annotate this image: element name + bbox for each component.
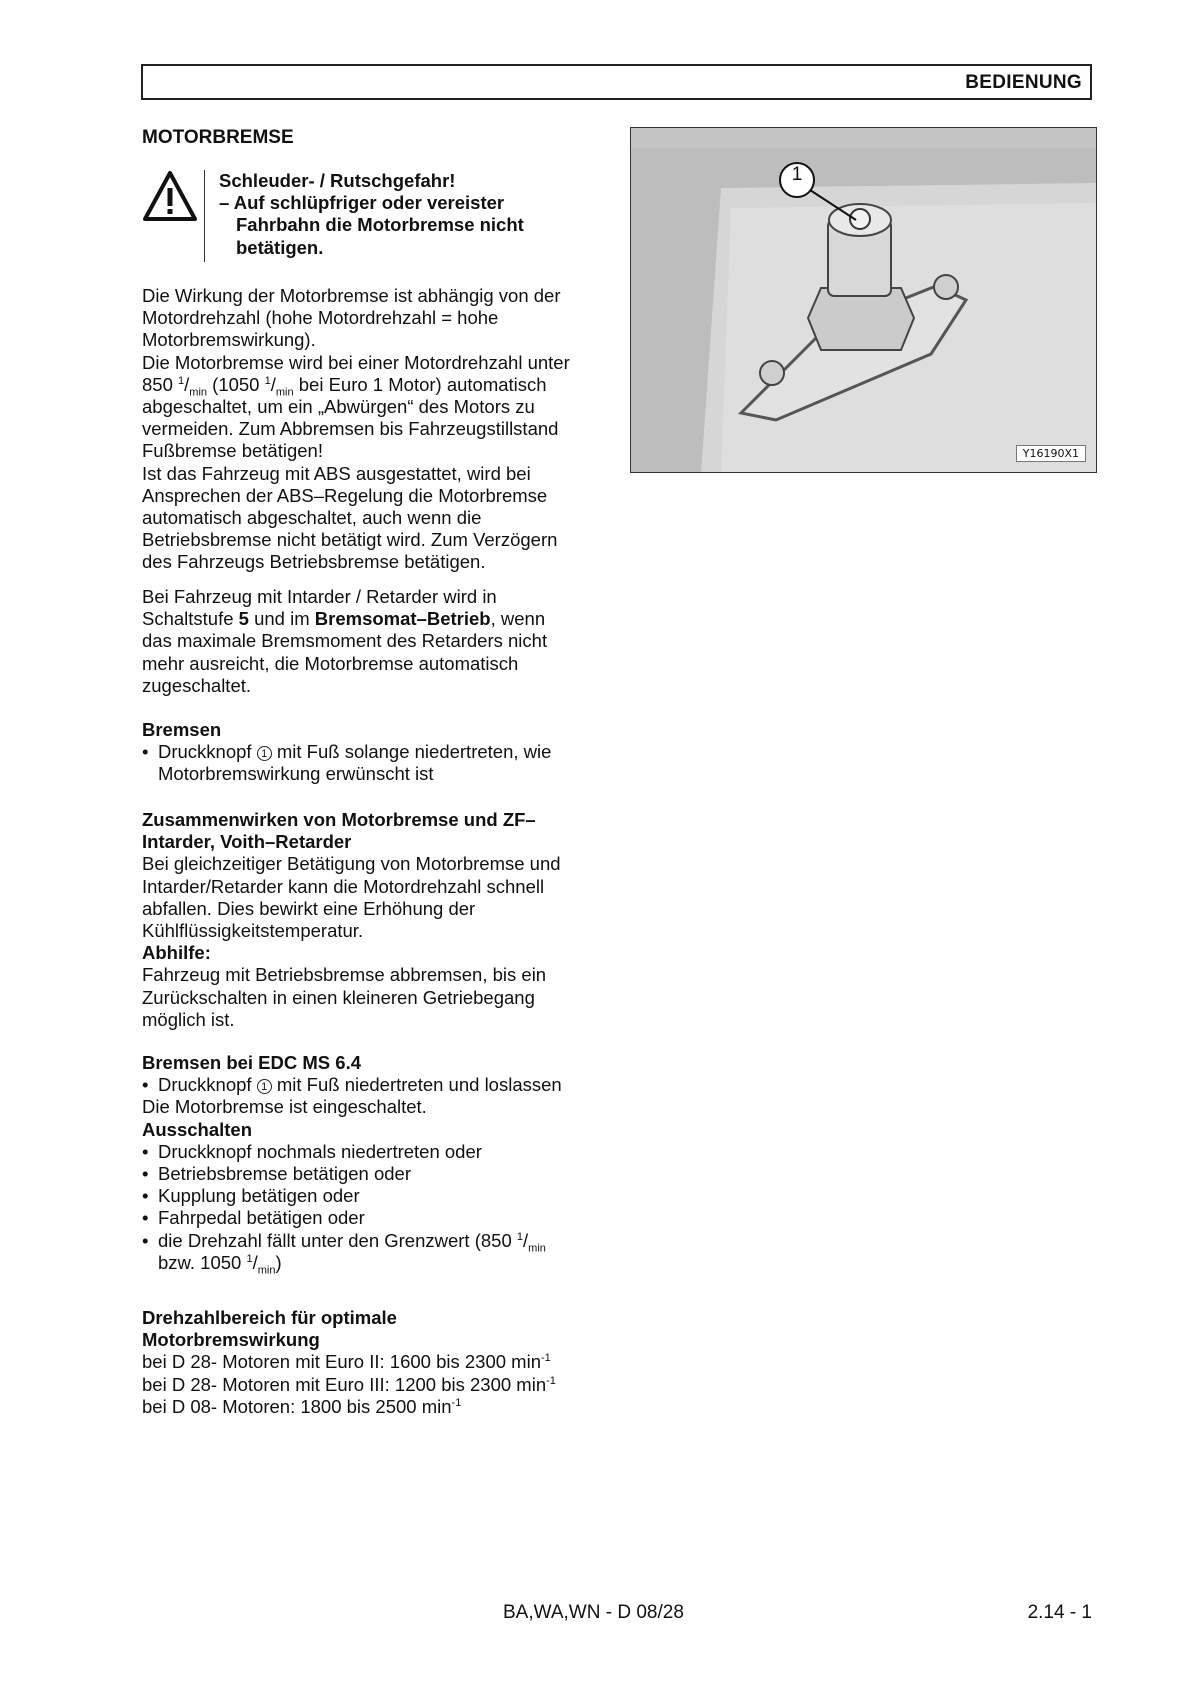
page-number: 2.14 - 1 — [1027, 1602, 1092, 1623]
text-line: abgeschaltet, um ein „Abwürgen“ des Motors zu — [142, 396, 535, 418]
text-line: Ansprechen der ABS–Regelung die Motorbremse — [142, 484, 548, 506]
warning-line: Schleuder- / Rutschgefahr! — [219, 170, 456, 191]
text-line: Die Motorbremse wird bei einer Motordrehzahl unter — [142, 351, 570, 373]
section-heading: Drehzahlbereich für optimale — [142, 1307, 397, 1328]
text-line: des Fahrzeugs Betriebsbremse betätigen. — [142, 551, 486, 573]
list-item: • Kupplung betätigen oder — [142, 1185, 622, 1207]
figure-callout: 1 — [791, 164, 803, 185]
section-title: MOTORBREMSE — [142, 127, 294, 148]
edc-section — [142, 1052, 622, 1277]
text-line: bei D 08- Motoren: 1800 bis 2500 $\min^{-1}$ — [142, 1395, 462, 1417]
text-line: bei D 28- Motoren mit Euro II: 1600 bis 2300 $\min^{-1}$ — [142, 1351, 551, 1373]
list-item: • die Drehzahl fällt unter den Grenzwert (850 $^1/_{min}$ bzw. 1050 $^1/_{min}$) — [142, 1230, 622, 1274]
section-heading: Motorbremswirkung — [142, 1329, 320, 1351]
list-item: • Druckknopf nochmals niedertreten oder — [142, 1141, 622, 1163]
list-item: • Druckknopf 1 mit Fuß niedertreten und loslassen — [142, 1074, 622, 1096]
text-line: Kühlflüssigkeitstemperatur. — [142, 920, 364, 942]
section-heading: Zusammenwirken von Motorbremse und ZF– — [142, 809, 536, 830]
text-line: Fahrzeug mit Betriebsbremse abbremsen, bis ein — [142, 964, 547, 986]
text-line: Betriebsbremse nicht betätigt wird. Zum Verzögern — [142, 529, 558, 551]
text-line: 850 $^1/_{min}$ (1050 $^1/_{min}$ bei Euro 1 Motor) automatisch — [142, 373, 547, 399]
footer-doc-id: BA,WA,WN - D 08/28 — [503, 1602, 684, 1623]
warning-divider — [204, 170, 205, 262]
text-line: Die Wirkung der Motorbremse ist abhängig von der — [142, 285, 561, 306]
drehzahl-section — [142, 1307, 622, 1418]
subheading: Abhilfe: — [142, 942, 211, 964]
warning-line: – Auf schlüpfriger oder vereister — [219, 192, 505, 214]
section-heading: Bremsen — [142, 719, 222, 740]
warning-line: betätigen. — [236, 236, 324, 258]
text-line: Ist das Fahrzeug mit ABS ausgestattet, wird bei — [142, 462, 531, 484]
warning-triangle-icon — [142, 170, 198, 222]
intro-paragraph — [142, 285, 622, 574]
text-line: mehr ausreicht, die Motorbremse automatisch — [142, 652, 519, 674]
text-line: bei D 28- Motoren mit Euro III: 1200 bis 2300 $\min^{-1}$ — [142, 1373, 556, 1395]
text-line: möglich ist. — [142, 1008, 235, 1030]
header-title: BEDIENUNG — [965, 72, 1082, 93]
bremsen-section — [142, 719, 622, 786]
text-line: Intarder/Retarder kann die Motordrehzahl schnell — [142, 875, 545, 897]
text-line: vermeiden. Zum Abbremsen bis Fahrzeugstillstand — [142, 418, 559, 440]
subheading: Ausschalten — [142, 1118, 253, 1140]
pedal-button-illustration — [631, 128, 1097, 473]
warning-line: Fahrbahn die Motorbremse nicht — [236, 214, 524, 236]
text-line: Bei Fahrzeug mit Intarder / Retarder wird in — [142, 586, 497, 607]
zusammenwirken-section — [142, 809, 622, 1031]
text-line: Schaltstufe 5 und im Bremsomat–Betrieb, wenn — [142, 608, 546, 630]
callout-1-icon: 1 — [257, 1079, 272, 1094]
text-line: Bei gleichzeitiger Betätigung von Motorbremse und — [142, 853, 561, 875]
text-line: zugeschaltet. — [142, 674, 252, 696]
list-item: • Fahrpedal betätigen oder — [142, 1207, 622, 1229]
text-line: Fußbremse betätigen! — [142, 440, 323, 462]
intarder-paragraph — [142, 586, 622, 697]
text-line: abfallen. Dies bewirkt eine Erhöhung der — [142, 897, 476, 919]
list-item: • Betriebsbremse betätigen oder — [142, 1163, 622, 1185]
warning-block — [142, 170, 622, 262]
list-item: • Druckknopf 1 mit Fuß solange niedertreten, wie Motorbremswirkung erwünscht ist — [142, 741, 622, 785]
section-heading: Intarder, Voith–Retarder — [142, 831, 352, 853]
section-heading: Bremsen bei EDC MS 6.4 — [142, 1052, 361, 1073]
text-line: Motordrehzahl (hohe Motordrehzahl = hohe — [142, 307, 499, 329]
text-line: automatisch abgeschaltet, auch wenn die — [142, 507, 482, 529]
warning-text — [219, 170, 524, 259]
text-line: das maximale Bremsmoment des Retarders nicht — [142, 630, 548, 652]
text-line: Zurückschalten in einen kleineren Getriebegang — [142, 986, 535, 1008]
callout-1-icon: 1 — [257, 746, 272, 761]
figure-code: Y16190X1 — [1016, 445, 1086, 462]
header-box — [141, 64, 1092, 100]
engine-brake-button-photo — [630, 127, 1097, 473]
text-line: Motorbremswirkung). — [142, 329, 316, 351]
text-line: Die Motorbremse ist eingeschaltet. — [142, 1096, 427, 1118]
